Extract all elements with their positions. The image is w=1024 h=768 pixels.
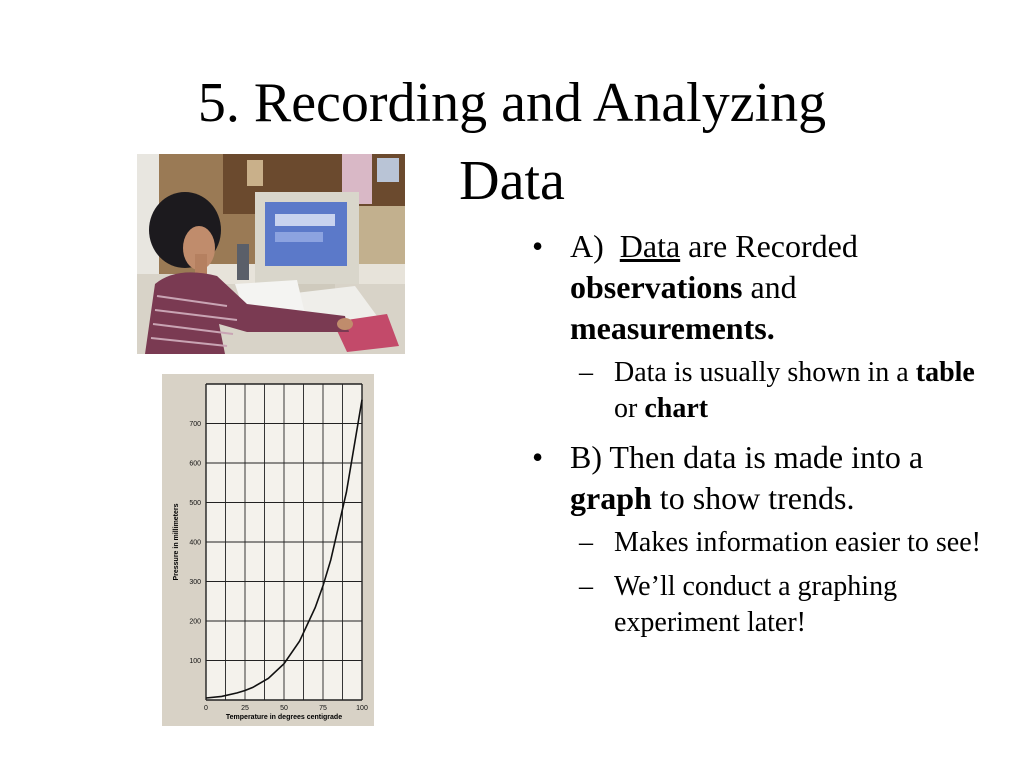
bullet-a-sub-bold1: table xyxy=(915,357,975,388)
slide-title-line2: Data xyxy=(459,150,565,212)
graph-x-axis-label: Temperature in degrees centigrade xyxy=(225,714,343,721)
bullet-b-sub1 xyxy=(532,525,1002,561)
vapor-pressure-graph xyxy=(162,374,374,726)
bullet-b-sub2 xyxy=(532,569,1002,641)
slide-title-line1 xyxy=(100,64,924,142)
slide-title-text-line1: Recording and Analyzing xyxy=(253,72,827,134)
bullet-a-prefix: A) xyxy=(570,228,604,264)
bullet-marker: • xyxy=(532,439,544,475)
bullet-b xyxy=(532,437,1002,519)
bullet-list xyxy=(532,226,1002,649)
bullet-b-sub1-text: Makes information easier to see! xyxy=(614,527,981,558)
y-tick-label: 200 xyxy=(189,618,201,626)
bullet-a-text2: and xyxy=(750,269,797,305)
bullet-a-bold1: observations xyxy=(570,269,743,305)
bullet-a-sub-text2: or xyxy=(614,393,638,424)
sub-bullet-marker: – xyxy=(579,357,593,388)
x-tick-label: 0 xyxy=(204,705,208,712)
bullet-b-text2: to show trends. xyxy=(659,480,855,516)
x-tick-label: 75 xyxy=(319,705,327,712)
bullet-b-bold1: graph xyxy=(570,480,652,516)
y-tick-label: 400 xyxy=(189,539,201,547)
graph-canvas xyxy=(162,374,374,726)
bullet-marker: • xyxy=(532,228,544,264)
person-at-computer-photo xyxy=(137,154,405,354)
graph-y-axis-label: Pressure in millimeters xyxy=(173,503,180,581)
bullet-a-sub-bold2: chart xyxy=(644,393,709,424)
x-tick-label: 100 xyxy=(356,705,368,712)
graph-x-tick-labels xyxy=(204,705,368,712)
y-tick-label: 600 xyxy=(189,460,201,468)
y-tick-label: 500 xyxy=(189,500,201,507)
bullet-a-text1: are Recorded xyxy=(688,228,858,264)
graph-y-tick-labels xyxy=(189,421,201,665)
bullet-a-sub xyxy=(532,355,1002,427)
bullet-a xyxy=(532,226,1002,349)
bullet-b-text1: B) Then data is made into a xyxy=(570,439,924,475)
x-tick-label: 25 xyxy=(241,705,249,712)
sub-bullet-marker: – xyxy=(579,527,593,558)
bullet-a-sub-text1: Data is usually shown in a xyxy=(614,357,909,388)
x-tick-label: 50 xyxy=(280,705,288,712)
y-tick-label: 100 xyxy=(189,658,201,665)
sub-bullet-marker: – xyxy=(579,571,593,602)
bullet-a-term: Data xyxy=(619,228,681,264)
bullet-a-bold2: measurements. xyxy=(570,310,775,346)
bullet-b-sub2-text: We’ll conduct a graphing experiment later! xyxy=(614,571,898,638)
slide-title-number: 5. xyxy=(197,72,240,134)
photo-illustration xyxy=(137,154,405,354)
y-tick-label: 700 xyxy=(189,421,201,428)
y-tick-label: 300 xyxy=(189,579,201,586)
